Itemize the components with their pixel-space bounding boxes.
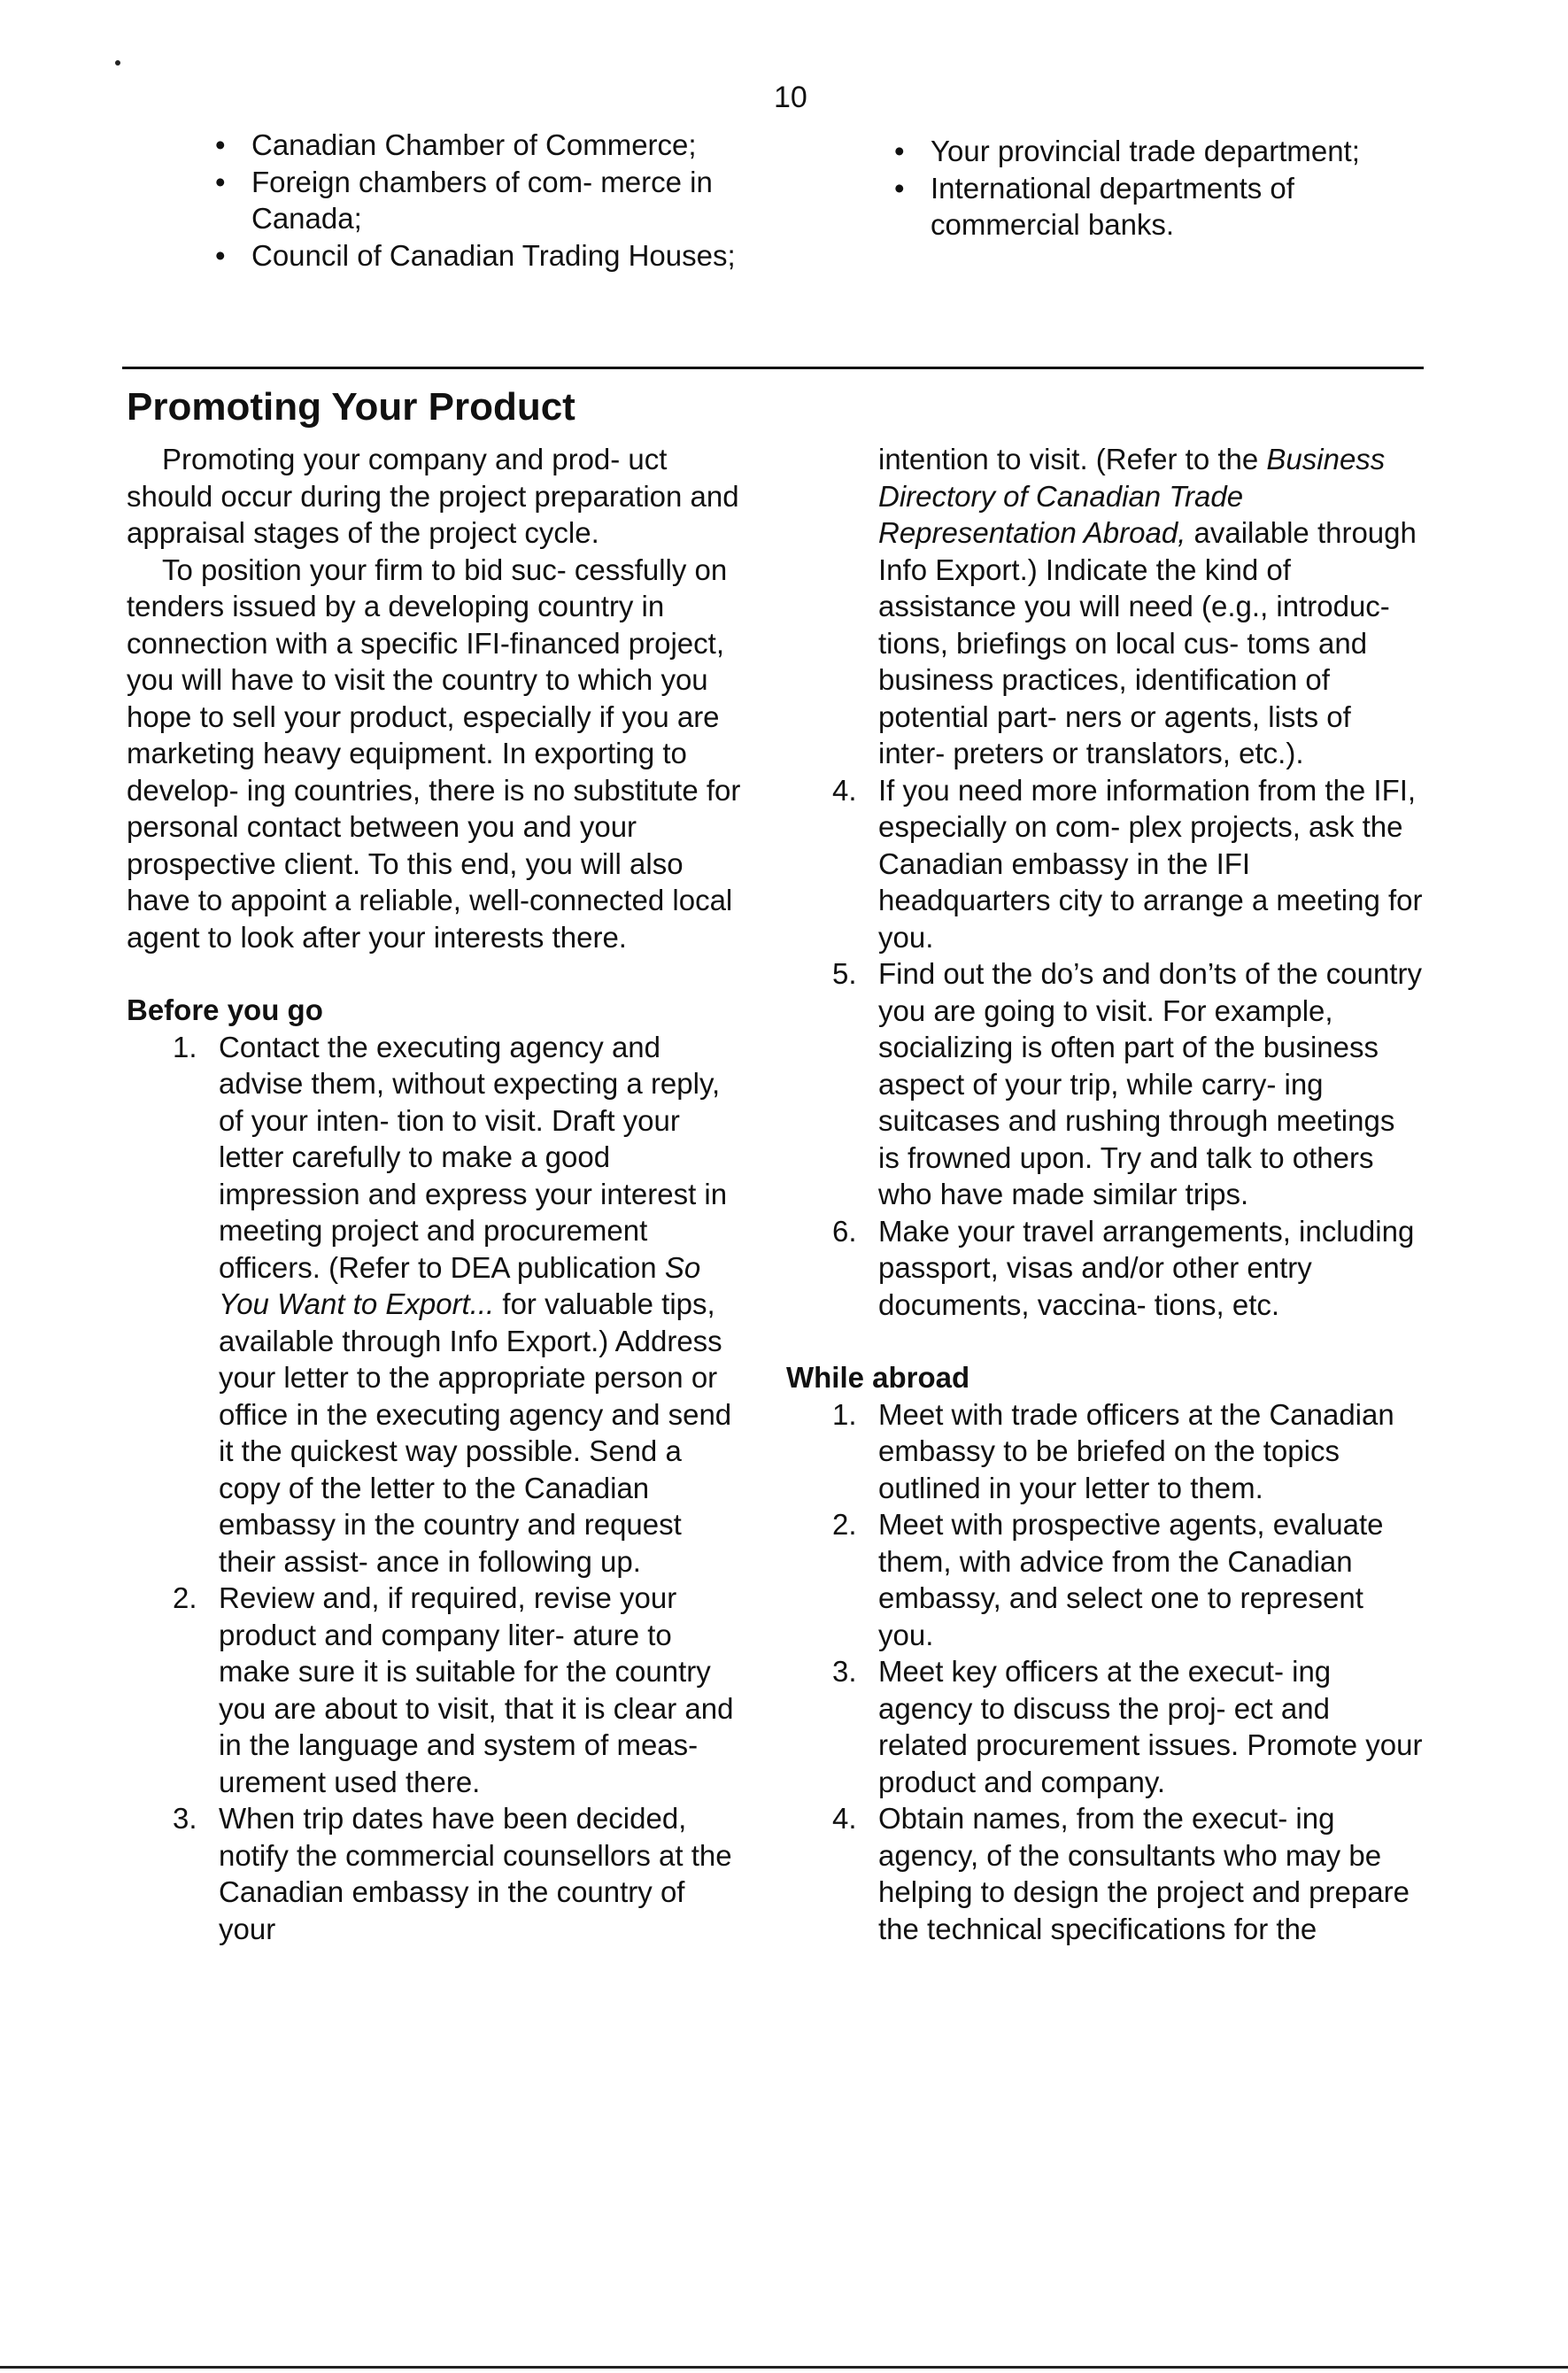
subheading-before: Before you go xyxy=(127,993,323,1026)
list-item xyxy=(786,955,1424,1213)
page-bottom-edge xyxy=(0,2366,1568,2369)
scan-mark xyxy=(115,60,120,66)
item-text: Review and, if required, revise your product and company liter- ature to make sure it is suitable for the country you are about to visit, that it is clear and in the language and system of meas- urement used there. xyxy=(219,1581,734,1798)
list-item xyxy=(786,1653,1424,1800)
list-item xyxy=(786,1800,1424,1947)
list-item xyxy=(127,1580,746,1800)
item-text: If you need more information from the IFI, especially on com- plex projects, ask the Canadian embassy in the IFI headquarters city to arrange a meeting for you. xyxy=(878,773,1423,954)
list-item xyxy=(786,1213,1424,1324)
item-text: Meet with prospective agents, evaluate them, with advice from the Canadian embassy, and select one to represent you. xyxy=(878,1508,1384,1651)
item-number: 5. xyxy=(832,957,857,990)
intro-paragraph: Promoting your company and prod- uct should occur during the project preparation and appraisal stages of the project cycle. xyxy=(127,443,739,549)
section-title: Promoting Your Product xyxy=(127,385,575,429)
abroad-list xyxy=(786,1396,1424,1948)
item-text: for valuable tips, available through Info Export.) Address your letter to the appropriate person or office in the executing agency and send it the quickest way possible. Send a copy of the letter to the Canadian embassy in the country and request their assist- ance in following up. xyxy=(219,1287,732,1578)
item-number: 6. xyxy=(832,1214,857,1248)
list-item: • International departments of commercial banks. xyxy=(889,170,1420,243)
item-number: 3. xyxy=(832,1655,857,1688)
list-item: • Council of Canadian Trading Houses; xyxy=(210,237,750,274)
top-list-right xyxy=(889,133,1420,243)
continued-item-text xyxy=(786,441,1424,772)
item-number: 4. xyxy=(832,773,857,807)
list-item: • Canadian Chamber of Commerce; xyxy=(210,127,750,164)
item-text: Meet key officers at the execut- ing agency to discuss the proj- ect and related procurement issues. Promote your product and company. xyxy=(878,1655,1423,1798)
list-item xyxy=(786,1396,1424,1507)
right-column xyxy=(786,441,1424,1947)
item-text: Obtain names, from the execut- ing agency, of the consultants who may be helping to design the project and prepare the technical specifications for the xyxy=(878,1802,1410,1945)
page-number: 10 xyxy=(774,81,807,114)
before-list-continued xyxy=(786,772,1424,1324)
item-text: When trip dates have been decided, notify the commercial counsellors at the Canadian embassy in the country of your xyxy=(219,1802,732,1945)
left-column xyxy=(127,441,746,1947)
publication-title: So You Want to Export... xyxy=(219,1250,701,1320)
item-number: 4. xyxy=(832,1802,857,1835)
list-item xyxy=(786,1506,1424,1653)
publication-title: Business Directory of Canadian Trade Representation Abroad, xyxy=(878,443,1386,549)
item-number: 2. xyxy=(832,1508,857,1541)
subheading-abroad: While abroad xyxy=(786,1361,970,1394)
item-text: Contact the executing agency and advise them, without expecting a reply, of your inten- tion to visit. Draft your letter carefully to make a good impression and express your interest in meeting project and procurement officers. (Refer to DEA publication xyxy=(219,1030,728,1284)
top-list-left xyxy=(210,127,750,274)
item-number: 1. xyxy=(173,1030,197,1063)
item-number: 2. xyxy=(173,1581,197,1614)
item-text: available through Info Export.) Indicate the kind of assistance you will need (e.g., introduc- tions, briefings on local cus- toms and business practices, identification of potential part- ners or agents, lists of inter- preters or translators, etc.). xyxy=(878,516,1417,769)
item-number: 1. xyxy=(832,1397,857,1431)
list-item xyxy=(786,772,1424,956)
item-text: Make your travel arrangements, including passport, visas and/or other entry documents, vaccina- tions, etc. xyxy=(878,1214,1415,1321)
list-item: • Your provincial trade department; xyxy=(889,133,1420,170)
list-item: • Foreign chambers of com- merce in Canada; xyxy=(210,164,750,237)
item-number: 3. xyxy=(173,1802,197,1835)
list-item xyxy=(127,1800,746,1947)
item-text: intention to visit. (Refer to the xyxy=(878,443,1267,475)
before-list xyxy=(127,1029,746,1948)
intro-paragraph: To position your firm to bid suc- cessfully on tenders issued by a developing country in connection with a specific IFI-financed project, you will have to visit the country to which you hope to sell your product, especially if you are marketing heavy equipment. In exporting to develop- ing countries, there is no substitute for personal contact between you and your prospective client. To this end, you will also have to appoint a reliable, well-connected local agent to look after your interests there. xyxy=(127,553,741,954)
item-text: Meet with trade officers at the Canadian embassy to be briefed on the topics outlined in your letter to them. xyxy=(878,1397,1394,1504)
item-text: Find out the do’s and don’ts of the country you are going to visit. For example, socializing is often part of the business aspect of your trip, while carry- ing suitcases and rushing through meetings is frowned upon. Try and talk to others who have made similar trips. xyxy=(878,957,1422,1210)
list-item xyxy=(127,1029,746,1581)
section-divider xyxy=(122,367,1424,369)
